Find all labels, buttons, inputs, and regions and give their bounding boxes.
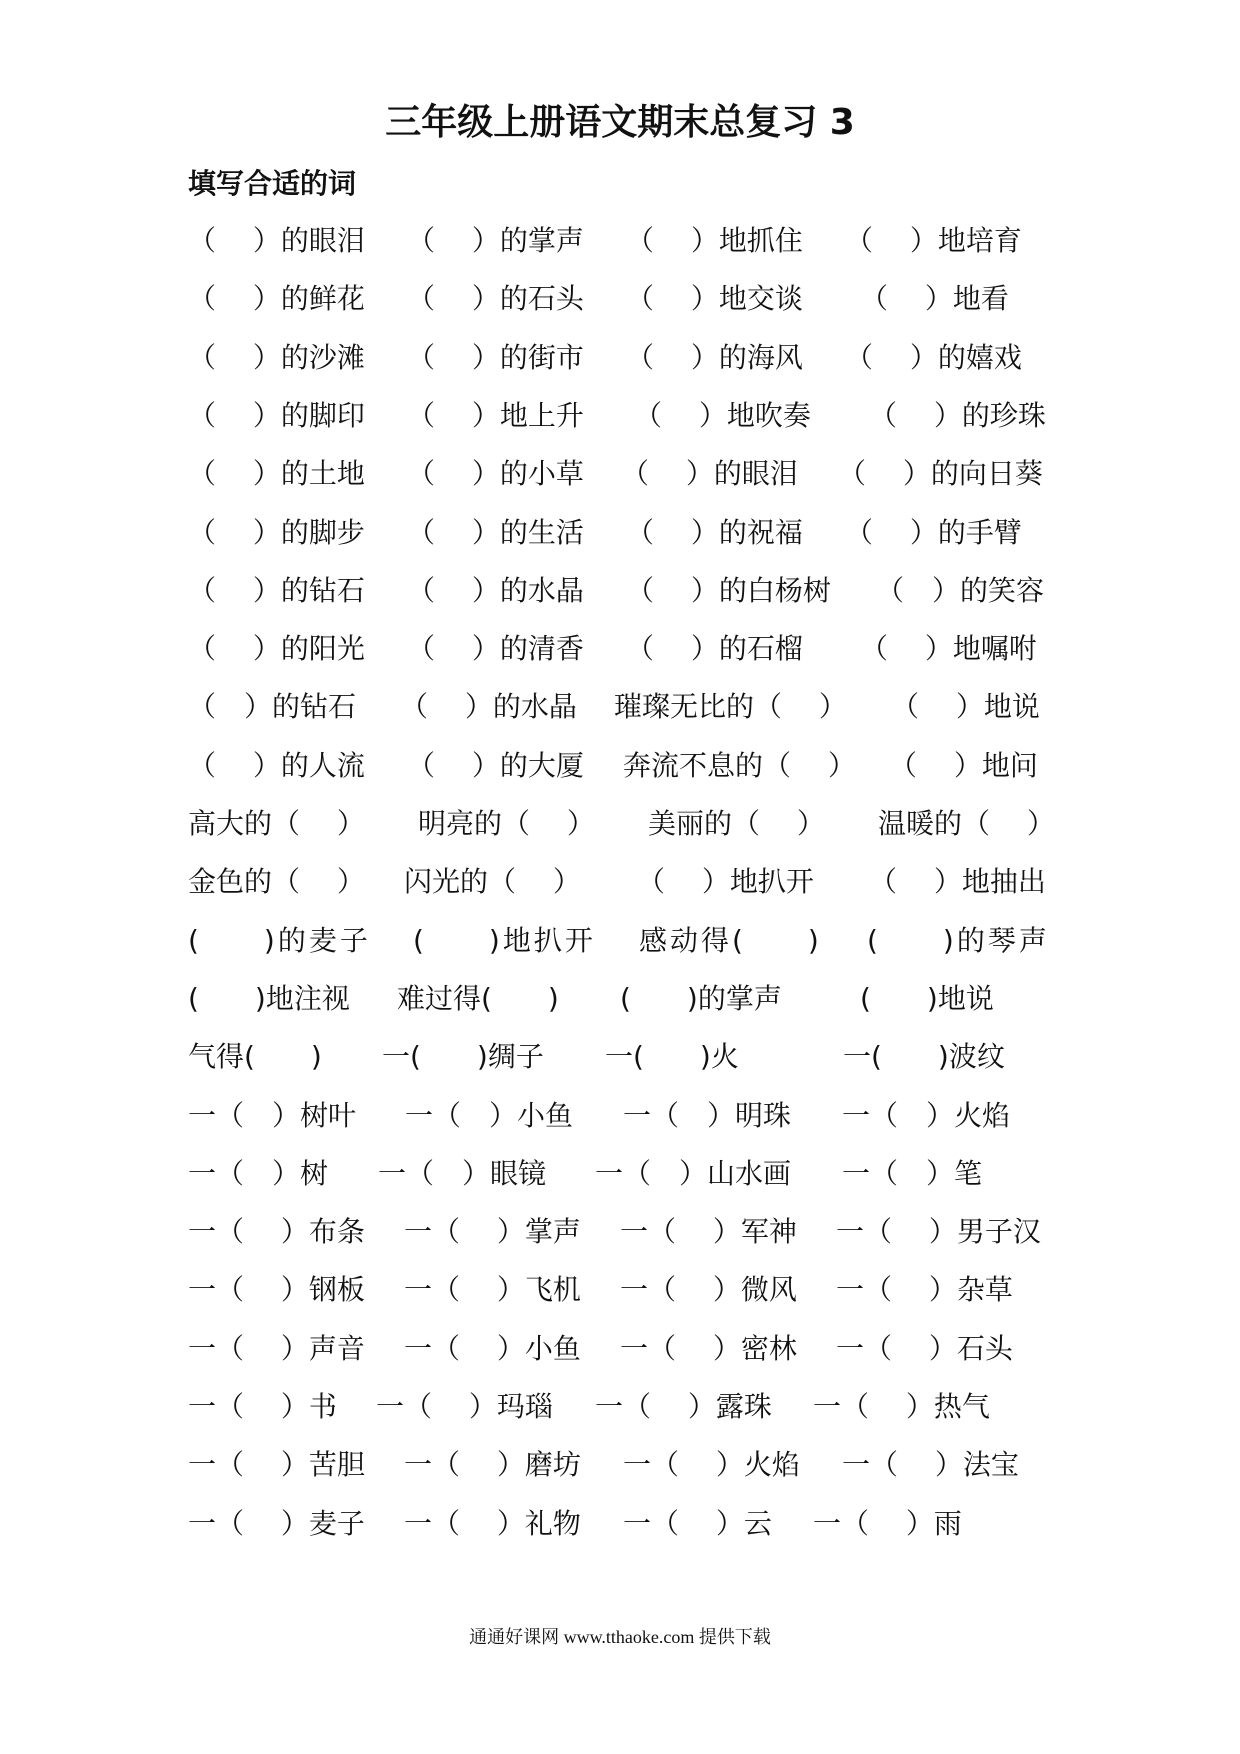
blank-phrase: （ ）的阳光 bbox=[188, 632, 365, 665]
blank-phrase: （ ）的清香 bbox=[407, 632, 584, 665]
blank-phrase: （ ）的祝福 bbox=[626, 516, 803, 549]
blank-phrase: 一（ ）明珠 bbox=[623, 1099, 792, 1132]
blank-phrase: 一（ ）小鱼 bbox=[405, 1099, 574, 1132]
blank-phrase: 一（ ）眼镜 bbox=[378, 1157, 547, 1190]
page-title: 三年级上册语文期末总复习 3 bbox=[385, 102, 855, 143]
blank-phrase: （ ）地扒开 bbox=[637, 865, 814, 898]
blank-phrase: （ ）的钻石 bbox=[188, 690, 357, 723]
exercise-row bbox=[188, 1212, 1088, 1252]
blank-phrase: （ ）的生活 bbox=[407, 516, 584, 549]
blank-phrase: （ ）的嬉戏 bbox=[845, 341, 1022, 374]
exercise-row bbox=[188, 1329, 1088, 1369]
blank-phrase: （ ）地问 bbox=[889, 749, 1038, 782]
blank-phrase: （ ）的土地 bbox=[188, 457, 365, 490]
blank-phrase: 一（ ）声音 bbox=[188, 1332, 365, 1365]
blank-phrase: （ ）的石头 bbox=[407, 282, 584, 315]
blank-phrase: 一（ ）麦子 bbox=[188, 1507, 365, 1540]
blank-phrase: ( )的掌声 bbox=[620, 982, 782, 1015]
blank-phrase: 闪光的（ ） bbox=[404, 865, 581, 898]
blank-phrase: 一（ ）钢板 bbox=[188, 1273, 365, 1306]
blank-phrase: ( )地扒开 bbox=[413, 924, 596, 957]
blank-phrase: 一（ ）山水画 bbox=[595, 1157, 792, 1190]
exercise-row bbox=[188, 221, 1088, 261]
exercise-row bbox=[188, 571, 1088, 611]
blank-phrase: 一（ ）布条 bbox=[188, 1215, 365, 1248]
blank-phrase: （ ）的海风 bbox=[626, 341, 803, 374]
blank-phrase: 一（ ）苦胆 bbox=[188, 1448, 365, 1481]
exercise-row bbox=[188, 396, 1088, 436]
blank-phrase: （ ）地说 bbox=[891, 690, 1040, 723]
blank-phrase: ( )地注视 bbox=[188, 982, 350, 1015]
exercise-row bbox=[188, 513, 1088, 553]
blank-phrase: （ ）的石榴 bbox=[626, 632, 803, 665]
exercise-row bbox=[188, 338, 1088, 378]
exercise-row bbox=[188, 804, 1088, 844]
blank-phrase: 一（ ）杂草 bbox=[836, 1273, 1013, 1306]
blank-phrase: 一（ ）礼物 bbox=[404, 1507, 581, 1540]
blank-phrase: 一( )波纹 bbox=[843, 1040, 1005, 1073]
exercise-row bbox=[188, 979, 1088, 1019]
exercise-row bbox=[188, 1270, 1088, 1310]
blank-phrase: （ ）的手臂 bbox=[845, 516, 1022, 549]
blank-phrase: 一（ ）火焰 bbox=[623, 1448, 800, 1481]
exercise-row bbox=[188, 1387, 1088, 1427]
exercise-row bbox=[188, 746, 1088, 786]
blank-phrase: ( )的琴声 bbox=[867, 924, 1050, 957]
exercise-row bbox=[188, 1096, 1088, 1136]
blank-phrase: 一（ ）密林 bbox=[620, 1332, 797, 1365]
blank-phrase: 一（ ）露珠 bbox=[595, 1390, 772, 1423]
blank-phrase: 一（ ）玛瑙 bbox=[376, 1390, 553, 1423]
blank-phrase: ( )地说 bbox=[860, 982, 994, 1015]
blank-phrase: （ ）的水晶 bbox=[400, 690, 577, 723]
blank-phrase: 一（ ）云 bbox=[623, 1507, 772, 1540]
blank-phrase: （ ）的白杨树 bbox=[626, 574, 831, 607]
blank-phrase: （ ）的水晶 bbox=[407, 574, 584, 607]
blank-phrase: （ ）地看 bbox=[860, 282, 1009, 315]
blank-phrase: 一（ ）小鱼 bbox=[404, 1332, 581, 1365]
blank-phrase: 璀璨无比的（ ） bbox=[614, 690, 847, 723]
blank-phrase: （ ）的街市 bbox=[407, 341, 584, 374]
exercise-row bbox=[188, 921, 1088, 961]
blank-phrase: 一（ ）树叶 bbox=[188, 1099, 357, 1132]
blank-phrase: 一（ ）雨 bbox=[813, 1507, 962, 1540]
blank-phrase: 一（ ）书 bbox=[188, 1390, 337, 1423]
exercise-row bbox=[188, 1445, 1088, 1485]
blank-phrase: 一（ ）笔 bbox=[842, 1157, 983, 1190]
blank-phrase: 一（ ）石头 bbox=[836, 1332, 1013, 1365]
blank-phrase: 高大的（ ） bbox=[188, 807, 365, 840]
blank-phrase: 一（ ）火焰 bbox=[842, 1099, 1011, 1132]
exercise-row bbox=[188, 454, 1088, 494]
blank-phrase: （ ）的脚印 bbox=[188, 399, 365, 432]
blank-phrase: 一( )绸子 bbox=[382, 1040, 544, 1073]
exercise-row bbox=[188, 687, 1088, 727]
blank-phrase: （ ）的掌声 bbox=[407, 224, 584, 257]
exercise-row bbox=[188, 1037, 1088, 1077]
blank-phrase: （ ）的眼泪 bbox=[188, 224, 365, 257]
blank-phrase: （ ）的大厦 bbox=[407, 749, 584, 782]
blank-phrase: 一（ ）飞机 bbox=[404, 1273, 581, 1306]
blank-phrase: （ ）地抓住 bbox=[626, 224, 803, 257]
blank-phrase: （ ）的向日葵 bbox=[838, 457, 1043, 490]
blank-phrase: （ ）地抽出 bbox=[869, 865, 1046, 898]
blank-phrase: 一（ ）微风 bbox=[620, 1273, 797, 1306]
exercise-row bbox=[188, 1504, 1088, 1544]
exercise-row bbox=[188, 629, 1088, 669]
blank-phrase: （ ）的钻石 bbox=[188, 574, 365, 607]
blank-phrase: （ ）的笑容 bbox=[876, 574, 1045, 607]
blank-phrase: 一（ ）热气 bbox=[813, 1390, 990, 1423]
section-heading: 填写合适的词 bbox=[188, 167, 357, 200]
blank-phrase: （ ）的沙滩 bbox=[188, 341, 365, 374]
blank-phrase: 一（ ）男子汉 bbox=[836, 1215, 1041, 1248]
blank-phrase: （ ）的珍珠 bbox=[869, 399, 1046, 432]
blank-phrase: 美丽的（ ） bbox=[648, 807, 825, 840]
blank-phrase: 温暖的（ ） bbox=[878, 807, 1055, 840]
blank-phrase: （ ）地嘱咐 bbox=[860, 632, 1037, 665]
exercise-row bbox=[188, 279, 1088, 319]
blank-phrase: （ ）地吹奏 bbox=[634, 399, 811, 432]
blank-phrase: 一（ ）掌声 bbox=[404, 1215, 581, 1248]
exercise-row bbox=[188, 1154, 1088, 1194]
blank-phrase: （ ）地上升 bbox=[407, 399, 584, 432]
blank-phrase: 气得( ) bbox=[188, 1040, 322, 1073]
blank-phrase: 难过得( ) bbox=[397, 982, 559, 1015]
blank-phrase: 一( )火 bbox=[605, 1040, 739, 1073]
blank-phrase: （ ）的人流 bbox=[188, 749, 365, 782]
blank-phrase: 一（ ）军神 bbox=[620, 1215, 797, 1248]
blank-phrase: ( )的麦子 bbox=[188, 924, 371, 957]
blank-phrase: 一（ ）磨坊 bbox=[404, 1448, 581, 1481]
blank-phrase: （ ）地交谈 bbox=[626, 282, 803, 315]
blank-phrase: 一（ ）法宝 bbox=[842, 1448, 1019, 1481]
blank-phrase: （ ）的鲜花 bbox=[188, 282, 365, 315]
exercise-row bbox=[188, 862, 1088, 902]
blank-phrase: （ ）的小草 bbox=[407, 457, 584, 490]
blank-phrase: 奔流不息的（ ） bbox=[623, 749, 856, 782]
blank-phrase: 明亮的（ ） bbox=[418, 807, 595, 840]
blank-phrase: 一（ ）树 bbox=[188, 1157, 329, 1190]
blank-phrase: 金色的（ ） bbox=[188, 865, 365, 898]
blank-phrase: （ ）的眼泪 bbox=[621, 457, 798, 490]
footer-credit: 通通好课网 www.tthaoke.com 提供下载 bbox=[469, 1627, 771, 1647]
blank-phrase: （ ）地培育 bbox=[845, 224, 1022, 257]
blank-phrase: （ ）的脚步 bbox=[188, 516, 365, 549]
blank-phrase: 感动得( ) bbox=[639, 924, 822, 957]
